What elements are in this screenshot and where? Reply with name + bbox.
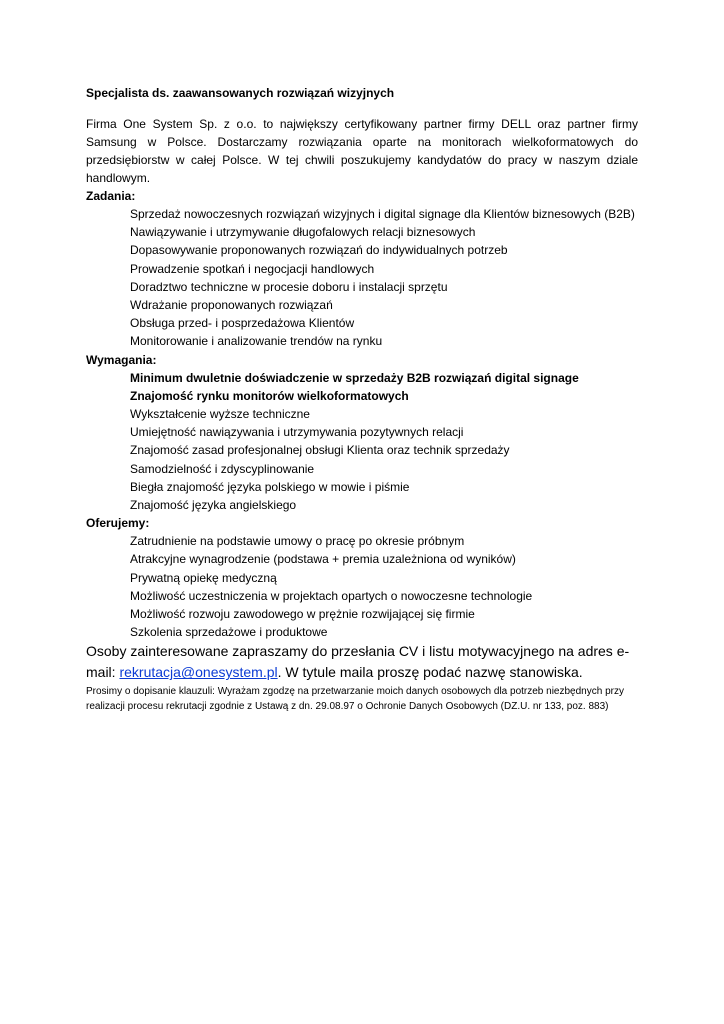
requirements-heading: Wymagania: <box>86 352 157 367</box>
offer-item: Prywatną opiekę medyczną <box>130 570 277 585</box>
offer-item: Atrakcyjne wynagrodzenie (podstawa + premia uzależniona od wyników) <box>130 552 516 567</box>
requirement-item: Samodzielność i zdyscyplinowanie <box>130 461 315 476</box>
task-item: Sprzedaż nowoczesnych rozwiązań wizyjnych i digital signage dla Klientów biznesowych (B2B) <box>130 207 635 221</box>
task-item: Monitorowanie i analizowanie trendów na rynku <box>130 334 383 349</box>
company-intro: Firma One System Sp. z o.o. to największy certyfikowany partner firmy DELL oraz partner firmy Samsung w Polsce. Dostarczamy rozwiązania oparte na monitorach wielkoformatowych do przedsiębiorstw w całej Polsce. W tej chwili poszukujemy kandydatów do pracy w naszym dziale handlowym. <box>86 117 638 185</box>
task-item: Obsługa przed- i posprzedażowa Klientów <box>130 316 355 331</box>
tasks-heading: Zadania: <box>86 189 136 203</box>
requirement-item: Znajomość rynku monitorów wielkoformatowych <box>130 388 409 403</box>
task-item: Wdrażanie proponowanych rozwiązań <box>130 298 333 313</box>
contact-text: Osoby zainteresowane zapraszamy do przesłania CV i listu motywacyjnego na adres e-mail: <box>86 643 630 681</box>
requirement-item: Znajomość języka angielskiego <box>130 498 297 513</box>
task-item: Doradztwo techniczne w procesie doboru i instalacji sprzętu <box>130 279 448 294</box>
offer-item: Szkolenia sprzedażowe i produktowe <box>130 625 328 640</box>
contact-text-after: . W tytule maila proszę podać nazwę stanowiska. <box>277 664 583 681</box>
requirement-item: Znajomość zasad profesjonalnej obsługi Klienta oraz technik sprzedaży <box>130 443 510 458</box>
offer-list <box>86 532 638 641</box>
offer-item: Możliwość uczestniczenia w projektach opartych o nowoczesne technologie <box>130 588 533 603</box>
requirement-item: Minimum dwuletnie doświadczenie w sprzedaży B2B rozwiązań digital signage <box>130 370 579 385</box>
task-item: Nawiązywanie i utrzymywanie długofalowych relacji biznesowych <box>130 225 476 240</box>
requirement-item: Biegła znajomość języka polskiego w mowie i piśmie <box>130 479 410 494</box>
task-item: Prowadzenie spotkań i negocjacji handlowych <box>130 261 375 276</box>
tasks-list <box>86 205 638 351</box>
offer-item: Zatrudnienie na podstawie umowy o pracę po okresie próbnym <box>130 534 465 549</box>
requirement-item: Wykształcenie wyższe techniczne <box>130 407 310 422</box>
contact-paragraph <box>86 641 638 683</box>
offer-item: Możliwość rozwoju zawodowego w prężnie rozwijającej się firmie <box>130 607 475 622</box>
requirement-item: Umiejętność nawiązywania i utrzymywania pozytywnych relacji <box>130 425 464 440</box>
email-link[interactable]: rekrutacja@onesystem.pl <box>119 664 278 681</box>
job-posting-page <box>86 84 638 714</box>
task-item: Dopasowywanie proponowanych rozwiązań do indywidualnych potrzeb <box>130 243 508 258</box>
offer-heading: Oferujemy: <box>86 516 150 531</box>
job-title: Specjalista ds. zaawansowanych rozwiązań wizyjnych <box>86 86 395 100</box>
privacy-clause: Prosimy o dopisanie klauzuli: Wyrażam zgodzę na przetwarzanie moich danych osobowych dla potrzeb niezbędnych przy realizacji procesu rekrutacji zgodnie z Ustawą z dn. 29.08.97 o Ochronie Danych Osobowych (DZ.U. nr 133, poz. 883) <box>86 686 624 713</box>
requirements-list <box>86 369 638 515</box>
